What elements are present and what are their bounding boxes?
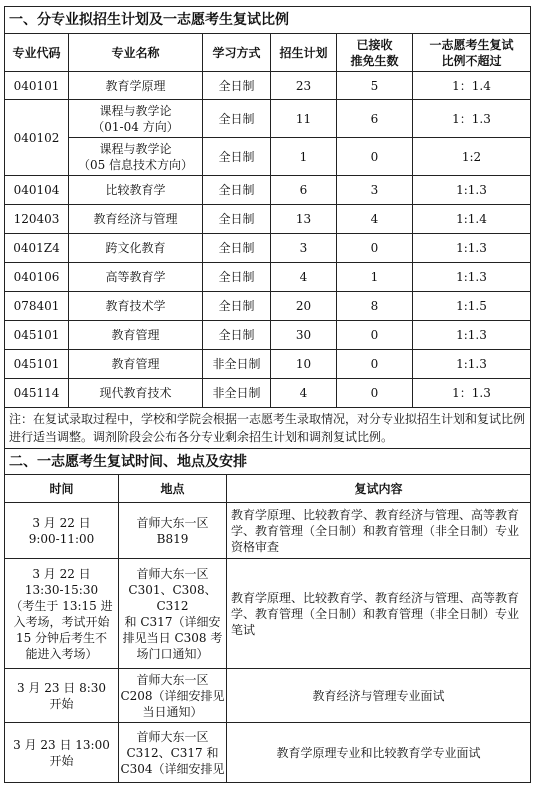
recommended-cell: 0 [337, 138, 413, 176]
plan-cell: 11 [271, 100, 337, 138]
content-cell: 教育经济与管理专业面试 [227, 669, 531, 723]
header-mode: 学习方式 [203, 34, 271, 72]
time-cell: 3 月 22 日 13:30-15:30 （考生于 13:15 进 入考场，考试开始 15 分钟后考生不 能进入考场） [5, 559, 119, 669]
ratio-cell: 1：1.3 [413, 379, 531, 408]
mode-cell: 全日制 [203, 205, 271, 234]
plan-cell: 10 [271, 350, 337, 379]
table-row [5, 379, 531, 408]
time-cell: 3 月 23 日 13:00 开始 [5, 723, 119, 783]
ratio-cell: 1:1.3 [413, 321, 531, 350]
plan-cell: 23 [271, 72, 337, 100]
table-row [5, 138, 531, 176]
ratio-cell: 1：1.3 [413, 100, 531, 138]
recommended-cell: 6 [337, 100, 413, 138]
time-cell: 3 月 22 日 9:00-11:00 [5, 503, 119, 559]
name-cell: 教育管理 [69, 321, 203, 350]
code-cell: 040106 [5, 263, 69, 292]
code-cell: 040101 [5, 72, 69, 100]
place-cell: 首师大东一区 C301、C308、C312 和 C317（详细安 排见当日 C308 考 场门口通知） [119, 559, 227, 669]
name-cell: 教育经济与管理 [69, 205, 203, 234]
ratio-cell: 1:2 [413, 138, 531, 176]
code-cell: 040104 [5, 176, 69, 205]
table-row [5, 205, 531, 234]
time-cell: 3 月 23 日 8:30 开始 [5, 669, 119, 723]
table-row [5, 321, 531, 350]
recommended-cell: 8 [337, 292, 413, 321]
mode-cell: 全日制 [203, 321, 271, 350]
name-cell: 跨文化教育 [69, 234, 203, 263]
mode-cell: 全日制 [203, 292, 271, 321]
code-cell: 040102 [5, 100, 69, 176]
table-header-row [5, 34, 531, 72]
code-cell: 045101 [5, 321, 69, 350]
section1-title: 一、分专业拟招生计划及一志愿考生复试比例 [5, 7, 531, 34]
name-cell: 课程与教学论 （01-04 方向） [69, 100, 203, 138]
code-cell: 078401 [5, 292, 69, 321]
ratio-cell: 1:1.3 [413, 350, 531, 379]
plan-cell: 30 [271, 321, 337, 350]
name-cell: 教育学原理 [69, 72, 203, 100]
content-cell: 教育学原理、比较教育学、教育经济与管理、高等教育学、教育管理（全日制）和教育管理（非全日制）专业资格审查 [227, 503, 531, 559]
name-cell: 教育技术学 [69, 292, 203, 321]
mode-cell: 非全日制 [203, 350, 271, 379]
ratio-cell: 1:1.5 [413, 292, 531, 321]
header-content: 复试内容 [227, 475, 531, 503]
plan-cell: 1 [271, 138, 337, 176]
place-cell: 首师大东一区 C312、C317 和 C304（详细安排见 [119, 723, 227, 783]
name-cell: 高等教育学 [69, 263, 203, 292]
mode-cell: 全日制 [203, 234, 271, 263]
recommended-cell: 0 [337, 321, 413, 350]
code-cell: 045114 [5, 379, 69, 408]
table-row [5, 350, 531, 379]
table-row [5, 292, 531, 321]
recommended-cell: 5 [337, 72, 413, 100]
code-cell: 045101 [5, 350, 69, 379]
content-cell: 教育学原理、比较教育学、教育经济与管理、高等教育学、教育管理（全日制）和教育管理（非全日制）专业笔试 [227, 559, 531, 669]
schedule-row [5, 559, 531, 669]
plan-cell: 20 [271, 292, 337, 321]
adjustment-note: 注：在复试录取过程中，学校和学院会根据一志愿考生录取情况，对分专业拟招生计划和复试比例进行适当调整。调剂阶段会公布各分专业剩余招生计划和调剂复试比例。 [5, 408, 531, 449]
place-cell: 首师大东一区 C208（详细安排见 当日通知） [119, 669, 227, 723]
header-ratio: 一志愿考生复试 比例不超过 [413, 34, 531, 72]
table-row [5, 234, 531, 263]
recommended-cell: 0 [337, 350, 413, 379]
mode-cell: 全日制 [203, 100, 271, 138]
content-cell: 教育学原理专业和比较教育学专业面试 [227, 723, 531, 783]
mode-cell: 全日制 [203, 263, 271, 292]
ratio-cell: 1:1.3 [413, 234, 531, 263]
ratio-cell: 1:1.3 [413, 176, 531, 205]
plan-cell: 6 [271, 176, 337, 205]
recommended-cell: 0 [337, 234, 413, 263]
header-place: 地点 [119, 475, 227, 503]
name-cell: 现代教育技术 [69, 379, 203, 408]
schedule-header-row [5, 475, 531, 503]
header-time: 时间 [5, 475, 119, 503]
recommended-cell: 4 [337, 205, 413, 234]
section2-title: 二、一志愿考生复试时间、地点及安排 [5, 449, 531, 475]
mode-cell: 全日制 [203, 176, 271, 205]
header-name: 专业名称 [69, 34, 203, 72]
recommended-cell: 3 [337, 176, 413, 205]
table-row [5, 72, 531, 100]
plan-cell: 3 [271, 234, 337, 263]
table-row [5, 176, 531, 205]
exam-schedule-table [4, 448, 531, 783]
recommended-cell: 1 [337, 263, 413, 292]
name-cell: 课程与教学论 （05 信息技术方向） [69, 138, 203, 176]
place-cell: 首师大东一区 B819 [119, 503, 227, 559]
name-cell: 比较教育学 [69, 176, 203, 205]
ratio-cell: 1：1.4 [413, 72, 531, 100]
header-code: 专业代码 [5, 34, 69, 72]
schedule-row [5, 723, 531, 783]
code-cell: 120403 [5, 205, 69, 234]
table-row [5, 263, 531, 292]
ratio-cell: 1:1.4 [413, 205, 531, 234]
header-recommended: 已接收 推免生数 [337, 34, 413, 72]
schedule-row [5, 503, 531, 559]
table-row [5, 100, 531, 138]
enrollment-plan-table [4, 6, 531, 449]
code-cell: 0401Z4 [5, 234, 69, 263]
mode-cell: 非全日制 [203, 379, 271, 408]
plan-cell: 13 [271, 205, 337, 234]
mode-cell: 全日制 [203, 138, 271, 176]
plan-cell: 4 [271, 379, 337, 408]
plan-cell: 4 [271, 263, 337, 292]
schedule-row [5, 669, 531, 723]
name-cell: 教育管理 [69, 350, 203, 379]
header-plan: 招生计划 [271, 34, 337, 72]
ratio-cell: 1:1.3 [413, 263, 531, 292]
mode-cell: 全日制 [203, 72, 271, 100]
recommended-cell: 0 [337, 379, 413, 408]
